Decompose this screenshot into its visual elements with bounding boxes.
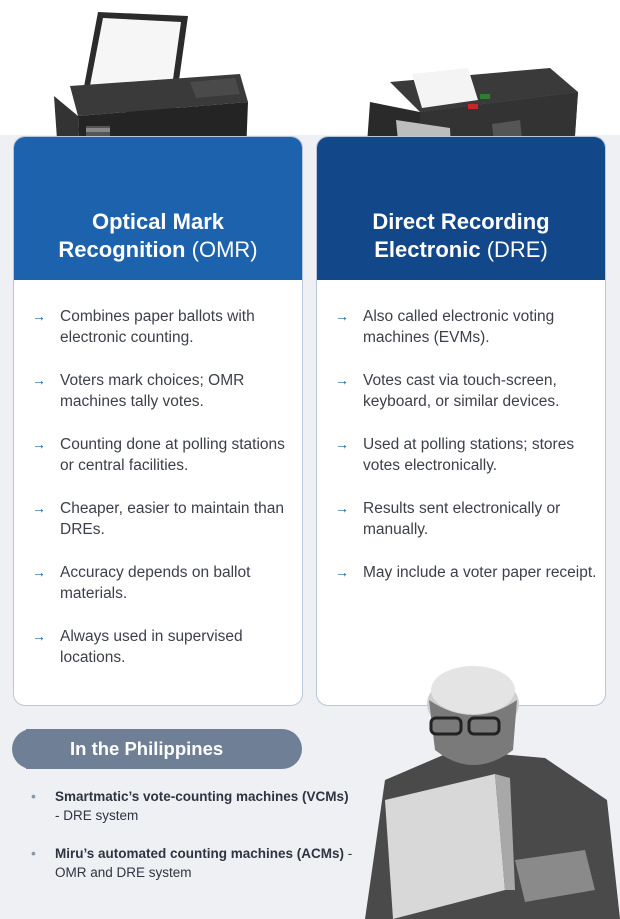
list-item <box>317 434 605 498</box>
voter-with-laptop-photo <box>345 640 620 919</box>
philippines-item <box>31 787 355 825</box>
arrow-icon: → <box>335 500 349 516</box>
arrow-icon: → <box>32 308 46 324</box>
arrow-icon: → <box>335 436 349 452</box>
list-item <box>14 306 302 370</box>
arrow-icon: → <box>335 372 349 388</box>
omr-title-line2 <box>58 236 257 264</box>
list-item <box>317 370 605 434</box>
dre-title-abbr: (DRE) <box>486 237 548 262</box>
philippines-item-rest: - DRE system <box>55 808 139 823</box>
list-item <box>14 498 302 562</box>
bullet-icon: • <box>31 845 36 861</box>
list-item-text: Used at polling stations; stores votes electronically. <box>363 436 575 474</box>
omr-title-line1: Optical Mark <box>91 209 225 234</box>
dre-title-bold: Electronic <box>374 237 481 262</box>
list-item <box>14 626 302 690</box>
list-item <box>14 562 302 626</box>
bullet-icon: • <box>31 788 36 804</box>
list-item-text: Cheaper, easier to maintain than DREs. <box>60 500 285 538</box>
list-item <box>14 370 302 434</box>
arrow-icon: → <box>32 500 46 516</box>
arrow-icon: → <box>32 436 46 452</box>
omr-list <box>14 280 302 690</box>
dre-title-line1: Direct Recording <box>372 209 550 234</box>
philippines-item-rest: - OMR and DRE system <box>55 846 353 880</box>
list-item-text: Also called electronic voting machines (EVMs). <box>363 308 555 346</box>
list-item-text: Counting done at polling stations or central facilities. <box>60 436 285 474</box>
arrow-icon: → <box>32 564 46 580</box>
dre-card <box>316 136 606 706</box>
list-item <box>317 306 605 370</box>
list-item <box>317 562 605 626</box>
list-item-text: Combines paper ballots with electronic counting. <box>60 308 255 346</box>
list-item-text: May include a voter paper receipt. <box>363 564 597 581</box>
list-item <box>14 434 302 498</box>
list-item-text: Voters mark choices; OMR machines tally votes. <box>60 372 245 410</box>
omr-card <box>13 136 303 706</box>
list-item-text: Always used in supervised locations. <box>60 628 243 666</box>
arrow-icon: → <box>335 564 349 580</box>
arrow-icon: → <box>32 372 46 388</box>
arrow-icon: → <box>335 308 349 324</box>
omr-title-bold: Recognition <box>58 237 186 262</box>
list-item-text: Votes cast via touch-screen, keyboard, or similar devices. <box>363 372 560 410</box>
arrow-icon: → <box>32 628 46 644</box>
list-item-text: Accuracy depends on ballot materials. <box>60 564 251 602</box>
dre-list <box>317 280 605 626</box>
philippines-item-bold: Miru’s automated counting machines (ACMs) <box>55 846 345 861</box>
list-item <box>317 498 605 562</box>
omr-header <box>14 137 302 280</box>
list-item-text: Results sent electronically or manually. <box>363 500 561 538</box>
philippines-heading: In the Philippines <box>26 729 302 769</box>
philippines-item <box>31 844 355 882</box>
omr-title-abbr: (OMR) <box>191 237 258 262</box>
philippines-item-bold: Smartmatic’s vote-counting machines (VCMs) <box>55 789 349 804</box>
dre-header <box>317 137 605 280</box>
dre-title-line2 <box>374 236 548 264</box>
